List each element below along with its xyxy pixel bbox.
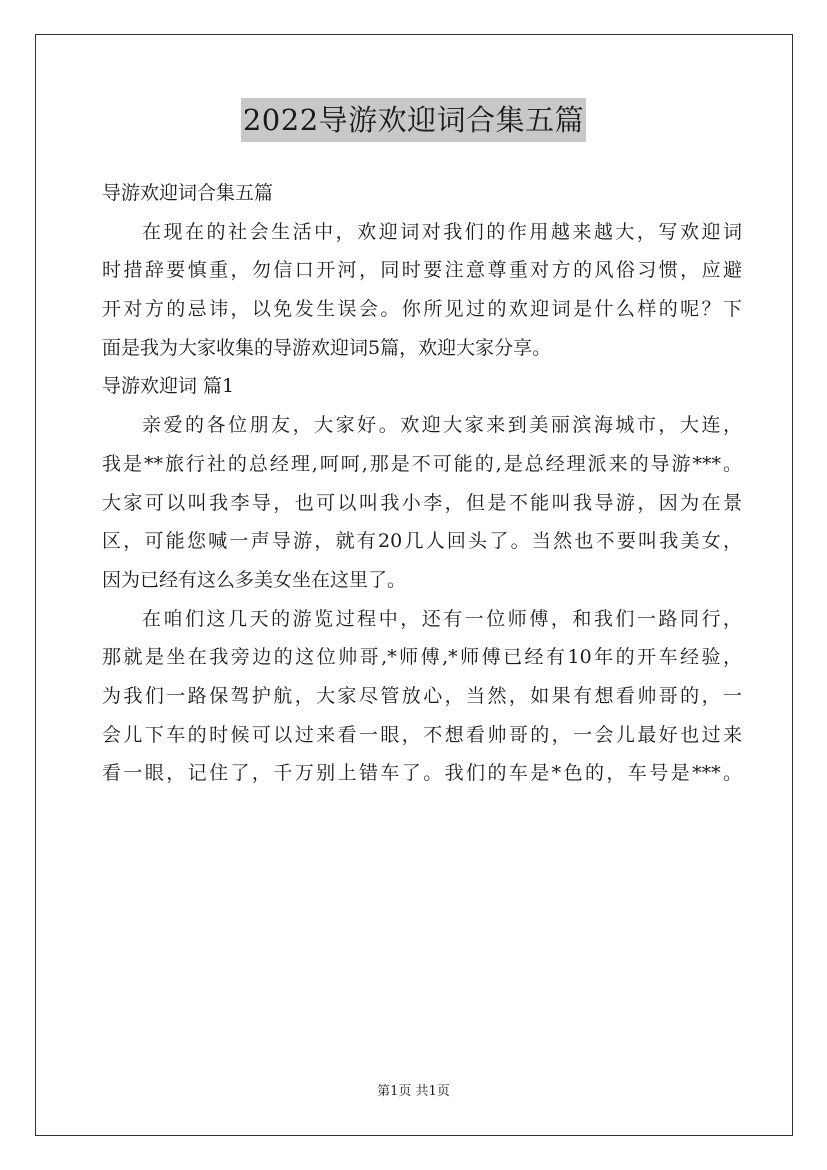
section-heading: 导游欢迎词合集五篇: [102, 182, 274, 204]
paragraph-line: 面是我为大家收集的导游欢迎词5篇，欢迎大家分享。: [102, 336, 552, 359]
paragraph-line: 区，可能您喊一声导游，就有20几人回头了。当然也不要叫我美女，: [102, 530, 742, 553]
section-heading: 导游欢迎词 篇1: [102, 375, 235, 398]
paragraph-line: 看一眼，记住了，千万别上错车了。我们的车是*色的，车号是***。: [102, 762, 742, 785]
page-footer: 第1页 共1页: [377, 1084, 450, 1099]
paragraph-line: 亲爱的各位朋友，大家好。欢迎大家来到美丽滨海城市，大连，: [142, 414, 742, 437]
paragraph-line: 会儿下车的时候可以过来看一眼，不想看帅哥的，一会儿最好也过来: [102, 723, 742, 746]
document-title: 2022导游欢迎词合集五篇: [241, 98, 586, 142]
paragraph-line: 在现在的社会生活中，欢迎词对我们的作用越来越大，写欢迎词: [142, 220, 742, 243]
document-body: [102, 174, 742, 793]
paragraph-line: 我是**旅行社的总经理,呵呵,那是不可能的,是总经理派来的导游***。: [102, 452, 742, 475]
paragraph-line: 因为已经有这么多美女坐在这里了。: [102, 568, 407, 591]
paragraph-line: 在咱们这几天的游览过程中，还有一位师傅，和我们一路同行，: [142, 607, 742, 630]
paragraph-line: 大家可以叫我李导，也可以叫我小李，但是不能叫我导游，因为在景: [102, 491, 742, 514]
paragraph-line: 开对方的忌讳，以免发生误会。你所见过的欢迎词是什么样的呢？下: [102, 298, 742, 321]
title-container: [0, 98, 827, 142]
paragraph-line: 时措辞要慎重，勿信口开河，同时要注意尊重对方的风俗习惯，应避: [102, 259, 742, 282]
paragraph-line: 为我们一路保驾护航，大家尽管放心，当然，如果有想看帅哥的，一: [102, 684, 742, 707]
paragraph-line: 那就是坐在我旁边的这位帅哥,*师傅,*师傅已经有10年的开车经验，: [102, 646, 742, 669]
